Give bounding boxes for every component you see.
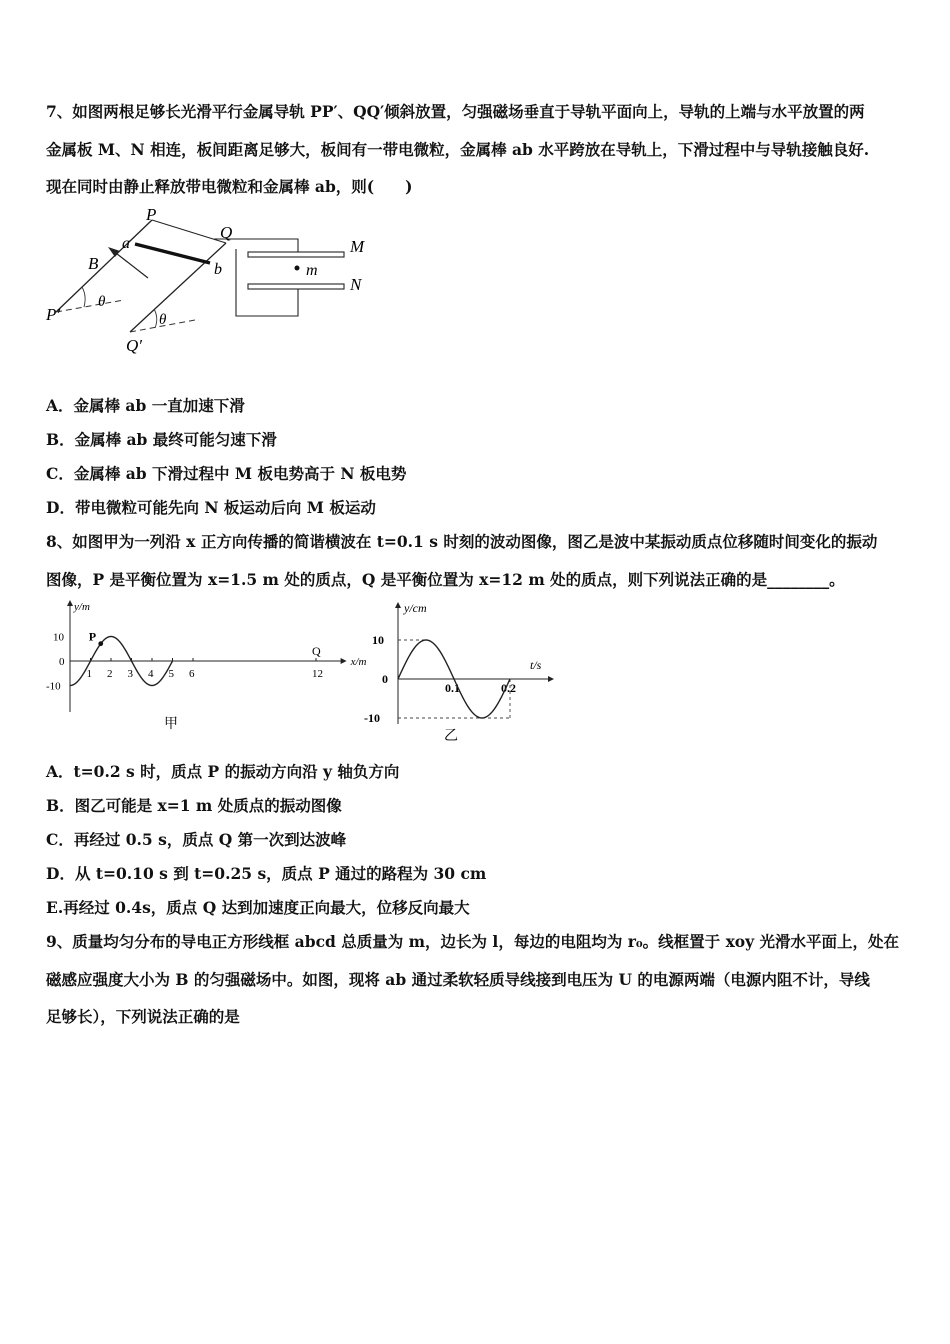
q7-circuit-figure [40, 205, 380, 358]
q9-stem-line-3: 足够长），下列说法正确的是 [46, 1007, 240, 1026]
q8-option-b: B．图乙可能是 x=1 m 处质点的振动图像 [46, 796, 342, 815]
q7-stem-line-2: 金属板 M、N 相连，板间距离足够大，板间有一带电微粒，金属棒 ab 水平跨放在导轨上，下滑过程中与导轨接触良好. [46, 140, 870, 159]
chart-title-jia: 甲 [164, 717, 178, 732]
rail-top [152, 220, 226, 243]
b-field-arrow [112, 250, 148, 278]
point-p-label: P [88, 629, 97, 644]
y-axis-label: y/m [74, 601, 90, 613]
x-tick-label: 12 [312, 668, 323, 680]
q7-option-d: D．带电微粒可能先向 N 板运动后向 M 板运动 [46, 498, 376, 517]
q8-option-e: E.再经过 0.4s，质点 Q 达到加速度正向最大，位移反向最大 [46, 898, 470, 917]
charged-particle [295, 266, 300, 271]
label-p-prime: P′ [46, 305, 61, 324]
label-n-plate: N [350, 275, 362, 294]
y-tick-label: -10 [46, 680, 61, 693]
q8-stem-line-2: 图像，P 是平衡位置为 x=1.5 m 处的质点，Q 是平衡位置为 x=12 m 处的质点，则下列说法正确的是________。 [46, 570, 845, 589]
q7-stem-line-3: 现在同时由静止释放带电微粒和金属棒 ab，则( ) [46, 177, 413, 196]
label-q-prime: Q′ [126, 336, 142, 355]
x-tick-label: 4 [148, 668, 154, 680]
plate-m [248, 252, 344, 257]
point-q-label: Q [312, 644, 321, 658]
y-tick-label: 0 [382, 672, 388, 686]
label-q: Q [220, 223, 233, 242]
label-mass: m [306, 262, 318, 279]
wire-to-n [236, 249, 298, 316]
x-tick-label: 3 [127, 668, 133, 680]
rod-ab [135, 244, 210, 263]
q8-option-d: D．从 t=0.10 s 到 t=0.25 s，质点 P 通过的路程为 30 cm [46, 864, 487, 883]
plate-n [248, 284, 344, 289]
x-tick-label: 2 [107, 668, 113, 680]
q7-option-b: B．金属棒 ab 最终可能匀速下滑 [46, 430, 277, 449]
label-m-plate: M [350, 237, 365, 256]
theta-arc-2 [154, 309, 157, 328]
y-tick-label: 0 [59, 656, 65, 668]
x-tick-label: 5 [168, 668, 174, 680]
label-b: b [214, 261, 222, 278]
x-tick-label: 0.1 [445, 681, 460, 695]
label-theta-1: θ [98, 294, 106, 310]
x-tick-label: 6 [189, 668, 195, 680]
y-tick-label: 10 [53, 631, 64, 644]
label-a: a [122, 235, 130, 252]
y-axis-label: y/cm [404, 601, 427, 615]
q9-stem-line-2: 磁感应强度大小为 B 的匀强磁场中。如图，现将 ab 通过柔软轻质导线接到电压为 U 的电源两端（电源内阻不计，导线 [46, 970, 870, 989]
q7-option-c: C．金属棒 ab 下滑过程中 M 板电势高于 N 板电势 [46, 464, 407, 483]
q8-stem-line-1: 8、如图甲为一列沿 x 正方向传播的简谐横波在 t=0.1 s 时刻的波动图像，图乙是波中某振动质点位移随时间变化的振动 [46, 532, 878, 551]
y-axis-arrow [67, 600, 73, 606]
y-tick-label: -10 [364, 711, 380, 725]
x-tick-label: 0.2 [501, 681, 516, 695]
y-tick-label: 10 [372, 633, 384, 647]
label-theta-2: θ [159, 312, 167, 328]
x-axis-arrow [548, 676, 554, 682]
q7-stem-line-1: 7、如图两根足够长光滑平行金属导轨 PP′、QQ′倾斜放置，匀强磁场垂直于导轨平面向上，导轨的上端与水平放置的两 [46, 102, 865, 121]
label-p: P [146, 205, 157, 224]
y-axis-arrow [395, 602, 401, 608]
q9-stem-line-1: 9、质量均匀分布的导电正方形线框 abcd 总质量为 m，边长为 l，每边的电阻均为 r₀。线框置于 xoy 光滑水平面上，处在 [46, 932, 900, 951]
chart-title-yi: 乙 [444, 729, 458, 744]
q8-option-c: C．再经过 0.5 s，质点 Q 第一次到达波峰 [46, 830, 347, 849]
label-field-b: B [88, 254, 99, 273]
q7-option-a: A．金属棒 ab 一直加速下滑 [46, 396, 245, 415]
theta-arc-1 [82, 287, 85, 307]
x-axis-label: x/m [350, 656, 367, 668]
x-axis-label: t/s [530, 658, 542, 672]
vibration-graph-yi [358, 596, 568, 746]
wave-graph-jia [40, 600, 367, 740]
x-tick-label: 1 [86, 668, 92, 680]
point-p-marker [98, 641, 103, 646]
q8-option-a: A．t=0.2 s 时，质点 P 的振动方向沿 y 轴负方向 [46, 762, 400, 781]
x-axis-arrow [341, 658, 347, 664]
